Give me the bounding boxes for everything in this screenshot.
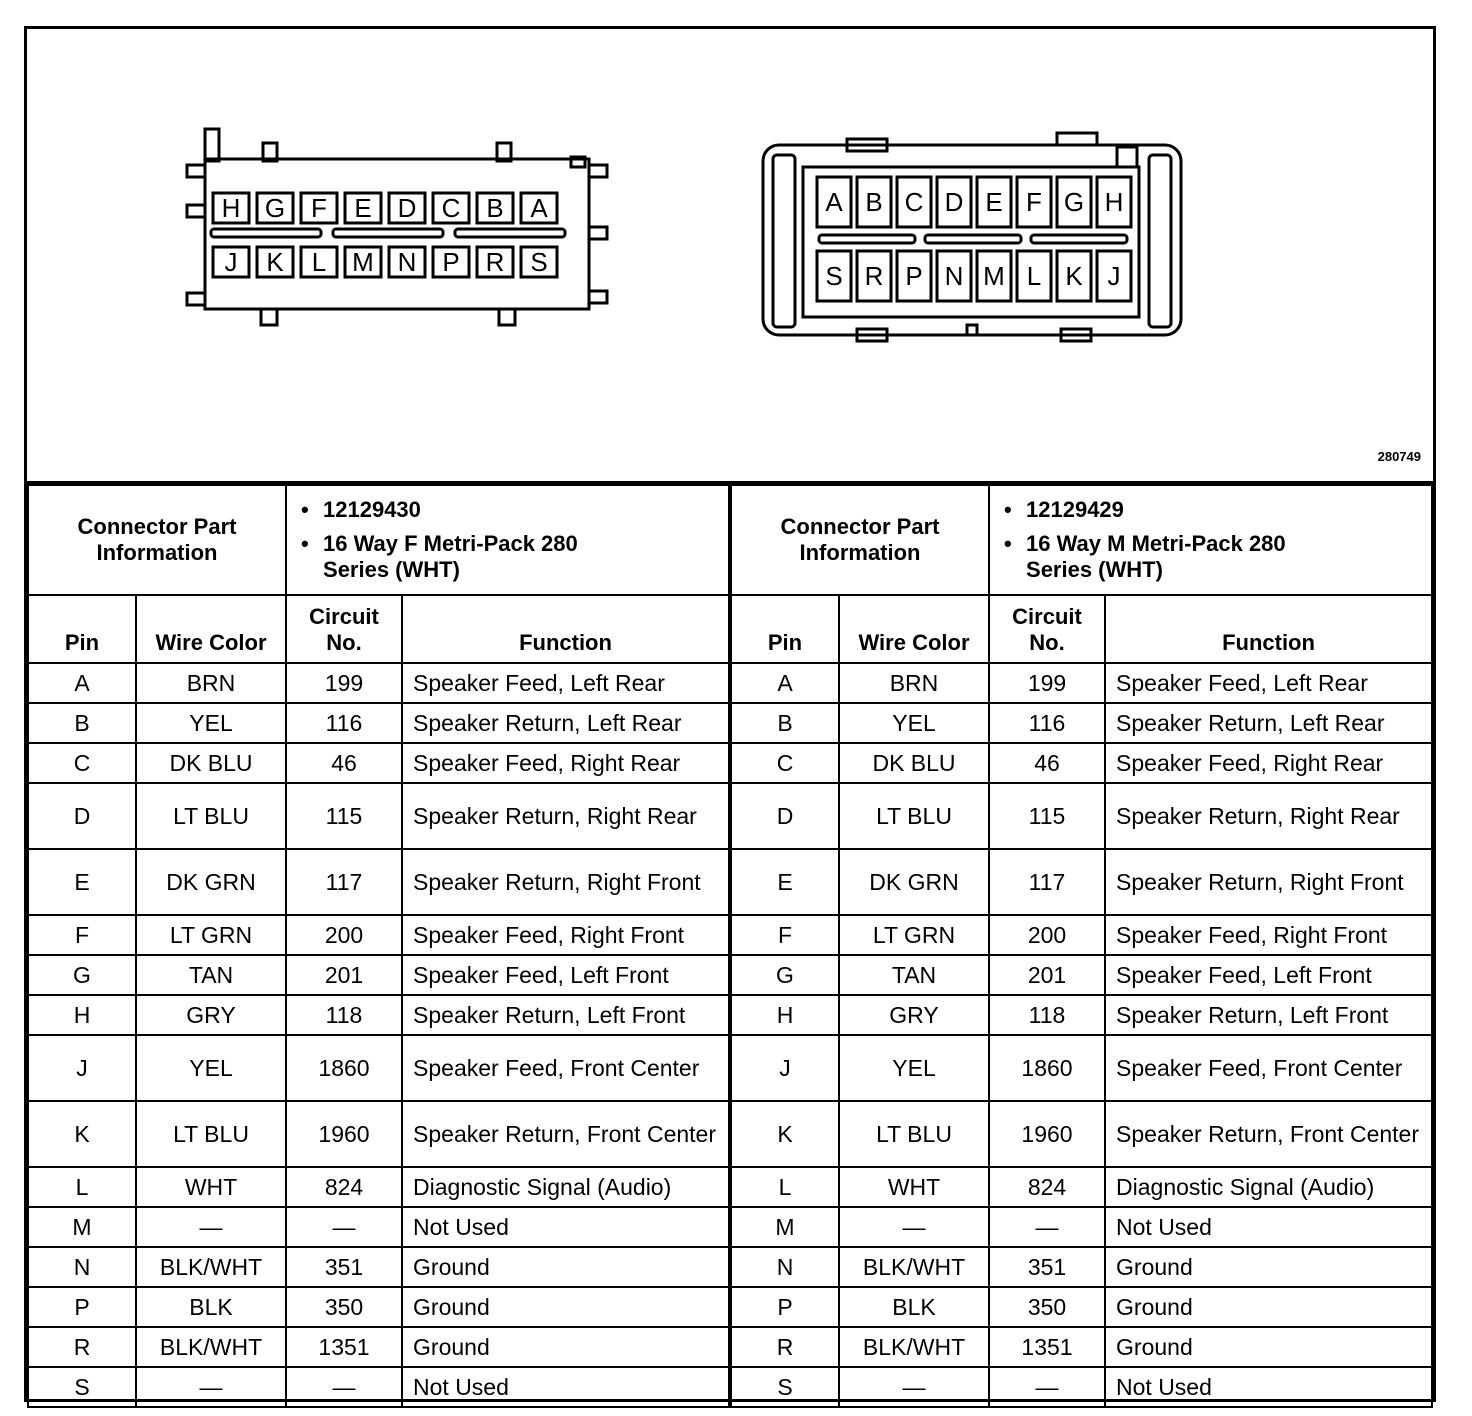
table-row	[731, 1035, 1432, 1101]
table-row	[28, 955, 729, 995]
circuit-cell: 1960	[989, 1101, 1105, 1167]
table-row	[28, 1327, 729, 1367]
wire-color-cell: BLK/WHT	[136, 1247, 286, 1287]
col-header-circuit-line1: Circuit	[309, 604, 379, 629]
table-row	[28, 1247, 729, 1287]
pin-cell: P	[731, 1287, 839, 1327]
function-cell: Speaker Return, Front Center	[1105, 1101, 1432, 1167]
pin-label: C	[904, 187, 924, 217]
function-cell: Ground	[1105, 1327, 1432, 1367]
table-row	[28, 1367, 729, 1407]
col-header-function: Function	[402, 595, 729, 663]
part-number: • 12129430	[323, 497, 718, 523]
pin-cell: E	[731, 849, 839, 915]
wire-color-cell: LT BLU	[136, 783, 286, 849]
function-cell: Speaker Feed, Left Rear	[1105, 663, 1432, 703]
female-connector-pins	[213, 193, 557, 277]
circuit-cell: 201	[989, 955, 1105, 995]
table-row	[28, 995, 729, 1035]
function-cell: Ground	[402, 1327, 729, 1367]
pin-label: P	[905, 261, 923, 291]
circuit-cell: 350	[989, 1287, 1105, 1327]
part-description: • 16 Way M Metri-Pack 280	[1026, 531, 1421, 557]
pin-cell: C	[28, 743, 136, 783]
function-cell: Speaker Feed, Front Center	[1105, 1035, 1432, 1101]
table-row	[731, 1167, 1432, 1207]
pin-label: J	[1107, 261, 1121, 291]
male-connector-pins	[817, 177, 1131, 301]
circuit-cell: 1860	[286, 1035, 402, 1101]
pin-label: M	[983, 261, 1005, 291]
function-cell: Speaker Return, Right Rear	[402, 783, 729, 849]
pin-cell: G	[28, 955, 136, 995]
wire-color-cell: TAN	[136, 955, 286, 995]
wire-color-cell: BLK	[136, 1287, 286, 1327]
pin-cell: F	[731, 915, 839, 955]
connector-part-info	[286, 485, 729, 595]
circuit-cell: 116	[989, 703, 1105, 743]
pin-cell: J	[28, 1035, 136, 1101]
circuit-cell: 118	[989, 995, 1105, 1035]
table-row	[28, 703, 729, 743]
wire-color-cell: GRY	[136, 995, 286, 1035]
circuit-cell: —	[286, 1367, 402, 1407]
wire-color-cell: BLK/WHT	[136, 1327, 286, 1367]
function-cell: Speaker Return, Right Front	[402, 849, 729, 915]
wire-color-cell: BLK/WHT	[839, 1247, 989, 1287]
function-cell: Not Used	[402, 1207, 729, 1247]
wire-color-cell: YEL	[839, 703, 989, 743]
function-cell: Ground	[402, 1247, 729, 1287]
wire-color-cell: LT BLU	[839, 783, 989, 849]
pin-cell: H	[28, 995, 136, 1035]
function-cell: Ground	[402, 1287, 729, 1327]
pin-label: G	[264, 193, 286, 223]
circuit-cell: 1960	[286, 1101, 402, 1167]
function-cell: Speaker Feed, Left Rear	[402, 663, 729, 703]
col-header-circuit	[286, 595, 402, 663]
col-header-function: Function	[1105, 595, 1432, 663]
pin-label: N	[944, 261, 964, 291]
pin-cell: M	[731, 1207, 839, 1247]
table-row	[28, 663, 729, 703]
pin-label: R	[485, 247, 505, 277]
table-row	[731, 849, 1432, 915]
function-cell: Speaker Return, Front Center	[402, 1101, 729, 1167]
pin-cell: D	[28, 783, 136, 849]
circuit-cell: 199	[989, 663, 1105, 703]
table-row	[28, 1167, 729, 1207]
pin-label: L	[1026, 261, 1042, 291]
wire-color-cell: DK GRN	[136, 849, 286, 915]
connector-diagram-area	[27, 29, 1433, 481]
table-row	[731, 1247, 1432, 1287]
table-row	[28, 915, 729, 955]
function-cell: Not Used	[402, 1367, 729, 1407]
pin-label: E	[354, 193, 372, 223]
wire-color-cell: BLK	[839, 1287, 989, 1327]
wire-color-cell: DK BLU	[136, 743, 286, 783]
wire-color-cell: DK GRN	[839, 849, 989, 915]
wire-color-cell: LT GRN	[136, 915, 286, 955]
pin-cell: S	[28, 1367, 136, 1407]
pin-label: L	[311, 247, 327, 277]
col-header-pin: Pin	[28, 595, 136, 663]
circuit-cell: 351	[989, 1247, 1105, 1287]
function-cell: Diagnostic Signal (Audio)	[402, 1167, 729, 1207]
pin-cell: M	[28, 1207, 136, 1247]
pin-label: F	[311, 193, 327, 223]
table-row	[28, 1287, 729, 1327]
circuit-cell: 1351	[989, 1327, 1105, 1367]
wire-color-cell: BRN	[839, 663, 989, 703]
function-cell: Speaker Return, Right Front	[1105, 849, 1432, 915]
pin-label: E	[985, 187, 1003, 217]
function-cell: Speaker Feed, Right Rear	[1105, 743, 1432, 783]
pinout-table	[27, 484, 730, 1408]
table-row	[28, 743, 729, 783]
wire-color-cell: BLK/WHT	[839, 1327, 989, 1367]
pin-label: K	[266, 247, 284, 277]
pinout-tables	[27, 481, 1433, 1402]
pin-cell: P	[28, 1287, 136, 1327]
wire-color-cell: LT BLU	[136, 1101, 286, 1167]
function-cell: Speaker Feed, Right Front	[1105, 915, 1432, 955]
pin-label: C	[441, 193, 461, 223]
pin-label: M	[352, 247, 374, 277]
circuit-cell: 117	[286, 849, 402, 915]
table-row	[731, 1327, 1432, 1367]
figure-id: 280749	[1377, 449, 1421, 464]
wire-color-cell: BRN	[136, 663, 286, 703]
function-cell: Ground	[1105, 1287, 1432, 1327]
table-row	[28, 1035, 729, 1101]
pin-cell: L	[28, 1167, 136, 1207]
function-cell: Diagnostic Signal (Audio)	[1105, 1167, 1432, 1207]
female-connector	[187, 129, 607, 325]
function-cell: Ground	[1105, 1247, 1432, 1287]
pin-cell: G	[731, 955, 839, 995]
circuit-cell: 115	[286, 783, 402, 849]
table-row	[28, 1207, 729, 1247]
circuit-cell: 200	[989, 915, 1105, 955]
pin-label: H	[221, 193, 241, 223]
part-series: Series (WHT)	[1026, 557, 1163, 582]
table-row	[28, 849, 729, 915]
pin-cell: N	[731, 1247, 839, 1287]
pin-label: K	[1065, 261, 1083, 291]
pin-label: J	[224, 247, 238, 277]
table-row	[731, 703, 1432, 743]
function-cell: Speaker Return, Left Rear	[402, 703, 729, 743]
pin-label: A	[530, 193, 548, 223]
col-header-wire-color: Wire Color	[136, 595, 286, 663]
circuit-cell: 200	[286, 915, 402, 955]
wire-color-cell: GRY	[839, 995, 989, 1035]
circuit-cell: 1351	[286, 1327, 402, 1367]
table-row	[731, 743, 1432, 783]
wire-color-cell: WHT	[839, 1167, 989, 1207]
col-header-circuit-line2: No.	[326, 630, 362, 655]
table-row	[731, 1207, 1432, 1247]
function-cell: Speaker Return, Right Rear	[1105, 783, 1432, 849]
function-cell: Speaker Return, Left Front	[402, 995, 729, 1035]
wire-color-cell: —	[136, 1207, 286, 1247]
pin-cell: E	[28, 849, 136, 915]
wire-color-cell: YEL	[136, 1035, 286, 1101]
table-row	[731, 915, 1432, 955]
pin-cell: C	[731, 743, 839, 783]
wire-color-cell: DK BLU	[839, 743, 989, 783]
wire-color-cell: WHT	[136, 1167, 286, 1207]
function-cell: Not Used	[1105, 1367, 1432, 1407]
pin-label: D	[397, 193, 417, 223]
table-row	[731, 955, 1432, 995]
wire-color-cell: —	[839, 1367, 989, 1407]
circuit-cell: 1860	[989, 1035, 1105, 1101]
pin-label: H	[1104, 187, 1124, 217]
pin-cell: K	[28, 1101, 136, 1167]
table-row	[731, 1287, 1432, 1327]
function-cell: Speaker Feed, Right Front	[402, 915, 729, 955]
circuit-cell: 199	[286, 663, 402, 703]
pin-label: R	[864, 261, 884, 291]
function-cell: Speaker Return, Left Rear	[1105, 703, 1432, 743]
pin-label: F	[1026, 187, 1042, 217]
part-number: • 12129429	[1026, 497, 1421, 523]
wire-color-cell: —	[136, 1367, 286, 1407]
col-header-pin: Pin	[731, 595, 839, 663]
wire-color-cell: LT GRN	[839, 915, 989, 955]
table-row	[731, 783, 1432, 849]
circuit-cell: 351	[286, 1247, 402, 1287]
circuit-cell: 201	[286, 955, 402, 995]
pin-cell: K	[731, 1101, 839, 1167]
pin-cell: B	[731, 703, 839, 743]
pin-cell: A	[731, 663, 839, 703]
table-row	[731, 1101, 1432, 1167]
pin-label: G	[1063, 187, 1085, 217]
function-cell: Speaker Return, Left Front	[1105, 995, 1432, 1035]
function-cell: Speaker Feed, Left Front	[402, 955, 729, 995]
wire-color-cell: YEL	[136, 703, 286, 743]
circuit-cell: 350	[286, 1287, 402, 1327]
circuit-cell: 46	[286, 743, 402, 783]
col-header-circuit-line2: No.	[1029, 630, 1065, 655]
connector-info-label: Connector Part Information	[731, 485, 989, 595]
circuit-cell: 118	[286, 995, 402, 1035]
circuit-cell: —	[286, 1207, 402, 1247]
circuit-cell: 824	[989, 1167, 1105, 1207]
function-cell: Speaker Feed, Right Rear	[402, 743, 729, 783]
function-cell: Speaker Feed, Left Front	[1105, 955, 1432, 995]
table-row	[28, 783, 729, 849]
wire-color-cell: LT BLU	[839, 1101, 989, 1167]
pin-cell: L	[731, 1167, 839, 1207]
function-cell: Speaker Feed, Front Center	[402, 1035, 729, 1101]
circuit-cell: 46	[989, 743, 1105, 783]
function-cell: Not Used	[1105, 1207, 1432, 1247]
pin-cell: J	[731, 1035, 839, 1101]
pin-label: B	[486, 193, 504, 223]
wire-color-cell: YEL	[839, 1035, 989, 1101]
connector-drawings	[27, 29, 1433, 481]
circuit-cell: 117	[989, 849, 1105, 915]
col-header-circuit	[989, 595, 1105, 663]
table-row	[731, 1367, 1432, 1407]
circuit-cell: 824	[286, 1167, 402, 1207]
circuit-cell: 115	[989, 783, 1105, 849]
pin-label: P	[442, 247, 460, 277]
pin-cell: A	[28, 663, 136, 703]
pin-label: S	[825, 261, 843, 291]
connector-info-label: Connector Part Information	[28, 485, 286, 595]
pin-cell: R	[731, 1327, 839, 1367]
pin-cell: R	[28, 1327, 136, 1367]
pin-label: S	[530, 247, 548, 277]
pin-label: D	[944, 187, 964, 217]
pin-label: N	[397, 247, 417, 277]
col-header-wire-color: Wire Color	[839, 595, 989, 663]
pin-cell: S	[731, 1367, 839, 1407]
table-row	[731, 995, 1432, 1035]
male-connector	[763, 133, 1181, 341]
pinout-table	[730, 484, 1433, 1408]
col-header-circuit-line1: Circuit	[1012, 604, 1082, 629]
pin-cell: F	[28, 915, 136, 955]
part-description: • 16 Way F Metri-Pack 280	[323, 531, 718, 557]
pin-cell: D	[731, 783, 839, 849]
connector-part-info	[989, 485, 1432, 595]
circuit-cell: —	[989, 1207, 1105, 1247]
wire-color-cell: TAN	[839, 955, 989, 995]
circuit-cell: —	[989, 1367, 1105, 1407]
pin-cell: N	[28, 1247, 136, 1287]
table-row	[731, 663, 1432, 703]
wire-color-cell: —	[839, 1207, 989, 1247]
pin-cell: B	[28, 703, 136, 743]
table-row	[28, 1101, 729, 1167]
pin-label: B	[865, 187, 883, 217]
connector-sheet	[24, 26, 1436, 1402]
pin-label: A	[825, 187, 843, 217]
part-series: Series (WHT)	[323, 557, 460, 582]
pin-cell: H	[731, 995, 839, 1035]
circuit-cell: 116	[286, 703, 402, 743]
